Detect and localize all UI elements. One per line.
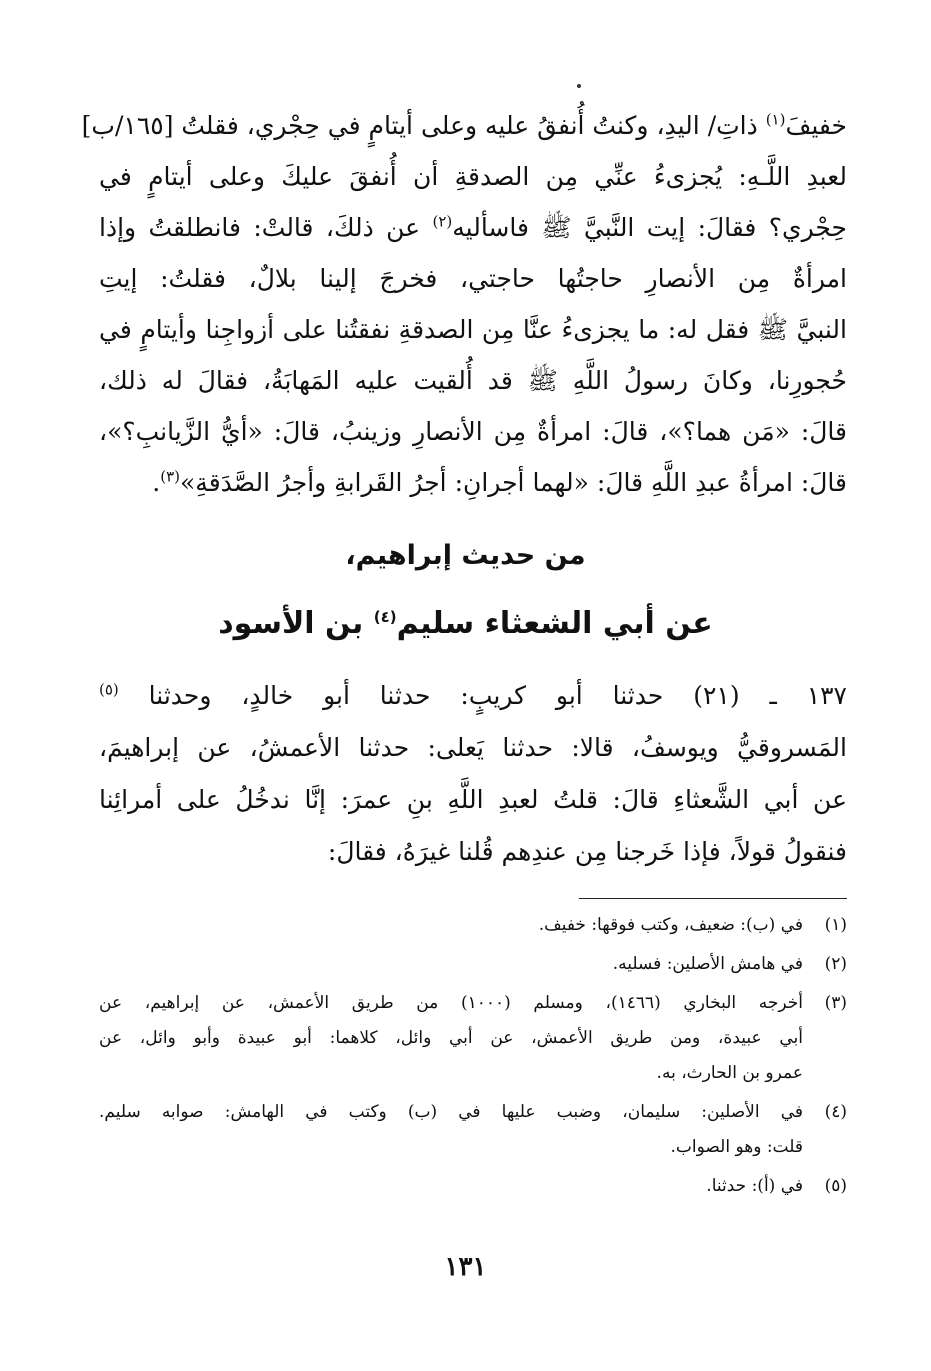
text-line: قالَ: امرأةُ عبدِ اللَّهِ قالَ: «لهما أجرانِ: أجرُ القَرابةِ وأجرُ الصَّدَقةِ»$^{(٣)}$. (152, 467, 847, 497)
footnote-line: أبي عبيدة، ومن طريق الأعمش، عن أبي وائل، كلاهما: أبو عبيدة وأبو وائل، عن (99, 1028, 803, 1048)
footnote-line: في (أ): حدثنا. (706, 1176, 803, 1196)
footnote-ref: (٣) (160, 467, 180, 486)
footnote-number: (٣) (824, 993, 847, 1013)
footnote-1 (99, 908, 847, 943)
footnote-4 (99, 1095, 847, 1165)
footnote-number: (٥) (824, 1176, 847, 1196)
footnote-line: أخرجه البخاري (١٤٦٦)، ومسلم (١٠٠٠) من طريق الأعمش، عن إبراهيم، عن (99, 993, 803, 1013)
main-text (81, 100, 847, 508)
text-line: حُجورِنا، وكانَ رسولُ اللَّهِ ﷺ قد أُلقيت عليه المَهابَةُ، فقالَ له ذلك، (99, 366, 847, 395)
text-line: المَسروقيُّ ويوسفُ، قالا: حدثنا يَعلى: حدثنا الأعمشُ، عن إبراهيمَ، (99, 733, 847, 762)
footnote-divider (579, 898, 847, 899)
text-line: فنقولُ قولاً، فإذا خَرجنا مِن عندِهم قُلنا غيرَهُ، فقالَ: (327, 837, 847, 866)
hadith-text (99, 670, 847, 878)
footnote-ref: (١) (765, 110, 786, 129)
footnote-5 (99, 1169, 847, 1204)
text-line: حِجْري؟ فقالَ: إيت النَّبيَّ ﷺ فاسأليه$^{(٢)}$ عن ذلكَ، قالتْ: فانطلقتُ وإذا (99, 212, 847, 242)
margin-mark (577, 84, 581, 88)
text-line: لعبدِ اللَّـهِ: يُجزىءُ عنِّي مِن الصدقةِ أن أُنفقَ عليكَ وعلى أيتامٍ في (99, 162, 847, 191)
text-line: عن أبي الشَّعثاءِ قالَ: قلتُ لعبدِ اللَّهِ بنِ عمرَ: إنَّا ندخُلُ على أمرائِنا (99, 785, 847, 814)
text-line: خفيفَ$^{(١)}$ ذاتِ/ اليدِ، وكنتُ أُنفقُ عليه وعلى أيتامٍ في حِجْري، فقلتُ [١٦٥/ب] (81, 110, 847, 140)
text-line: النبيَّ ﷺ فقل له: ما يجزىءُ عنَّا مِن الصدقةِ نفقتُنا على أزواجِنا وأيتامٍ في (99, 315, 847, 344)
footnote-line: قلت: وهو الصواب. (670, 1137, 803, 1157)
footnote-ref: (٢) (432, 212, 453, 231)
footnotes (99, 908, 847, 1208)
footnote-line: في هامش الأصلين: فسليه. (612, 954, 803, 974)
footnote-line: في الأصلين: سليمان، وضبب عليها في (ب) وكتب في الهامش: صوابه سليم. (99, 1102, 803, 1122)
text-line: امرأةٌ مِن الأنصارِ حاجتُها حاجتي، فخرجَ إلينا بلالٌ، فقلتُ: إيتِ (99, 264, 847, 293)
footnote-number: (٢) (824, 954, 847, 974)
footnote-line: عمرو بن الحارث، به. (656, 1063, 803, 1083)
footnote-number: (١) (824, 915, 847, 935)
footnote-2 (99, 947, 847, 982)
footnote-3 (99, 986, 847, 1091)
page-number: ١٣١ (444, 1252, 487, 1282)
footnote-line: في (ب): ضعيف، وكتب فوقها: خفيف. (538, 915, 803, 935)
footnote-number: (٤) (824, 1102, 847, 1122)
section-heading: من حديث إبراهيم، (345, 540, 586, 571)
footnote-ref: (٤) (373, 608, 397, 626)
section-subheading: عن أبي الشعثاء سليم$^{(٤)}$ بن الأسود (218, 606, 713, 641)
text-line: ١٣٧ ـ (٢١) حدثنا أبو كريبٍ: حدثنا أبو خالدٍ، وحدثنا $^{(٥)}$ (99, 680, 847, 710)
footnote-ref: (٥) (99, 680, 119, 699)
text-line: قالَ: «مَن هما؟»، قالَ: امرأةٌ مِن الأنصارِ وزينبُ، قالَ: «أيُّ الزَّيانبِ؟»، (99, 417, 847, 446)
